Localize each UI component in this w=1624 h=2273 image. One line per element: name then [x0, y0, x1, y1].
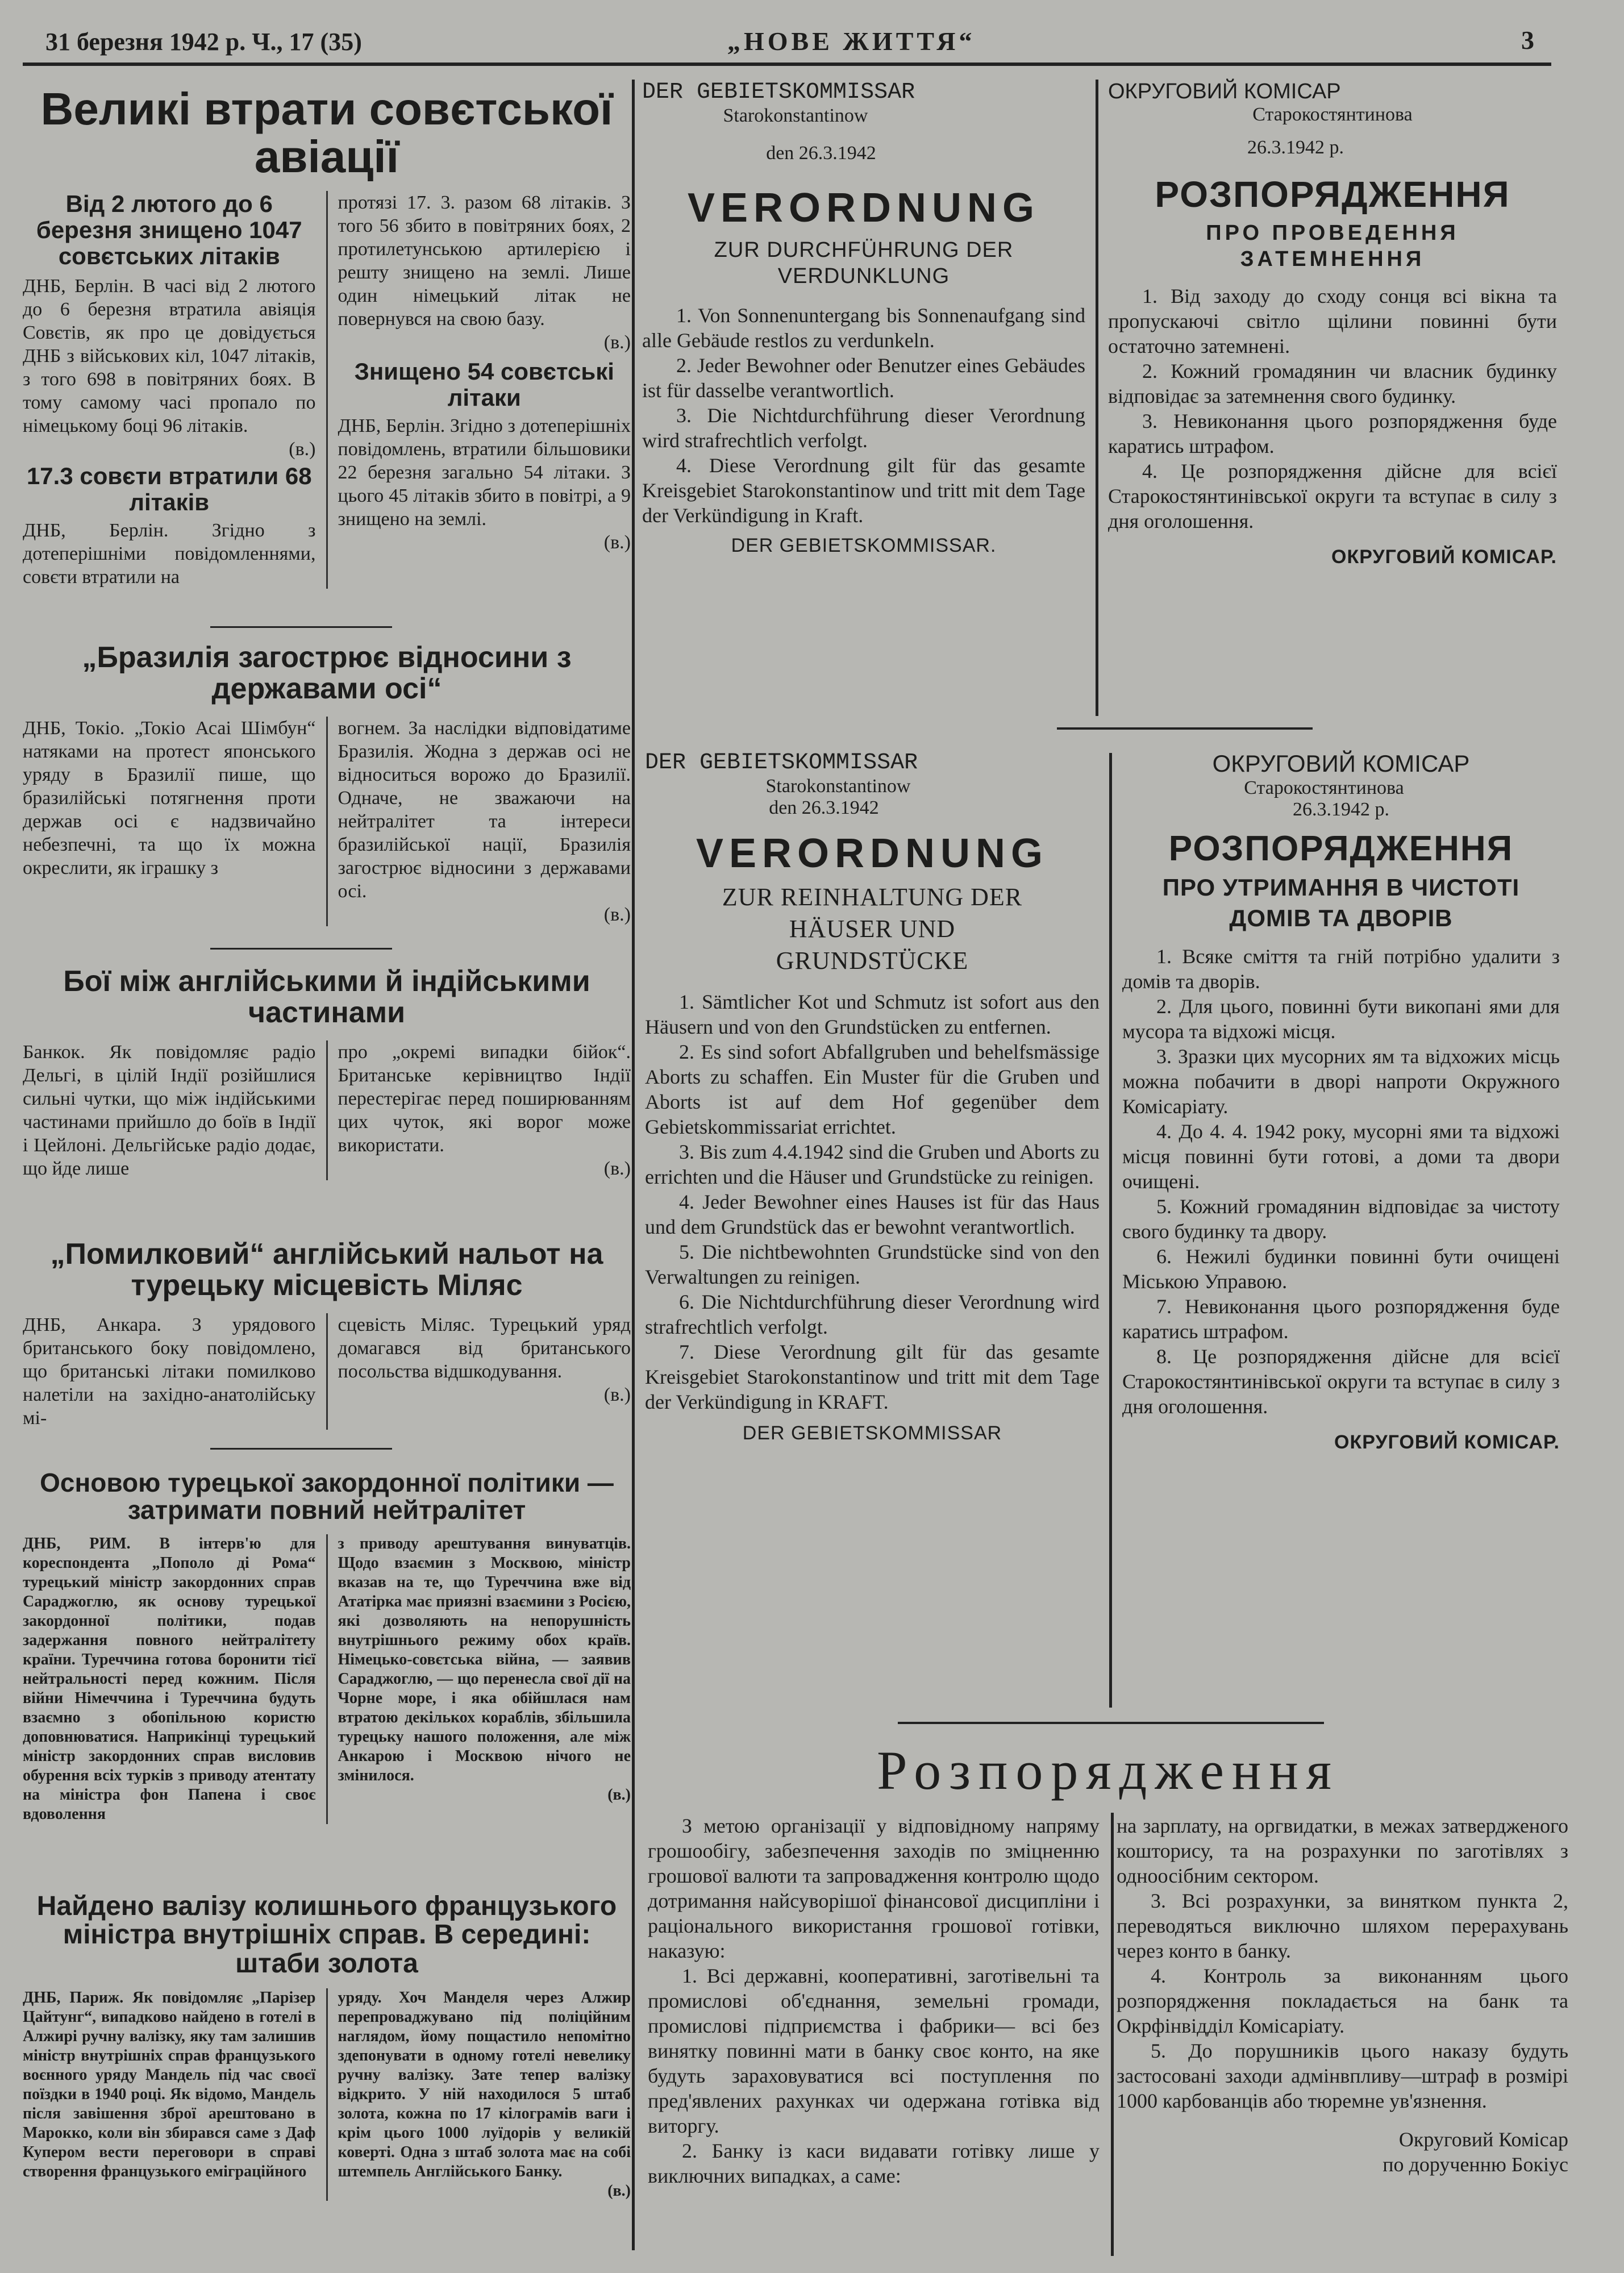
- india-text-a: Банкок. Як повідомляє радіо Дельгі, в цілій Індії розійшлися сильні чутки, що між індійськими частинами прийшло до боїв в Індії і Цейлоні. Дельгійське радіо додає, що йде лише: [23, 1042, 316, 1180]
- order-de-cleaning: [645, 750, 1100, 1444]
- brazil-col-divider: [326, 717, 328, 926]
- uk2-place: Старокостянтинова: [1244, 777, 1404, 798]
- uk2-items: [1122, 944, 1560, 1419]
- de2-item-7: 7. Diese Verordnung gilt für das gesamte Kreisgebiet Starokonstantinow und tritt mit dem Tage der Verkündigung in KRAFT.: [645, 1341, 1100, 1413]
- uk2-item-3: 3. Зразки цих мусорних ям та відхожих місць можна побачити в дворі напроти Окружного Комісаріату.: [1122, 1045, 1560, 1118]
- suitcase-text-b: уряду. Хоч Манделя через Алжир перепроваджувано під поліційним наглядом, йому пощастило непомітно здепонувати в одному готелі невелику ручну валізку. Зате тепер валізку відкрито. У ній находилося 5 штаб золота, кожна по 17 кілограмів ваги і крім цього 1000 луїдорів у великій коверті. Одна з штаб золота має на собі штемпель Англійського Банку.: [338, 1989, 631, 2181]
- de2-item-2: 2. Es sind sofort Abfallgruben und behelfsmässige Aborts zu schaffen. Ein Muster für die Gruben und Aborts ist auf dem Hof gegenüber dem Gebietskommissariat errichtet.: [645, 1040, 1100, 1138]
- de1-subheading: ZUR DURCHFÜHRUNG DER VERDUNKLUNG: [714, 238, 1014, 288]
- article-losses-body: [23, 191, 631, 589]
- article-india-title: Бої між англійськими й індійськими частинами: [63, 965, 590, 1029]
- newspaper-title: „НОВЕ ЖИТТЯ“: [727, 27, 976, 56]
- divider-orders: [1057, 727, 1313, 730]
- de1-place: Starokonstantinow: [723, 105, 868, 126]
- uk1-item-3: 3. Невиконання цього розпорядження буде каратись штрафом.: [1108, 410, 1557, 457]
- uk2-item-8: 8. Це розпорядження дійсне для всієї Старокостянтинівської округи та вступає в силу з дня оголошення.: [1122, 1345, 1560, 1418]
- de1-item-2: 2. Jeder Bewohner oder Benutzer eines Gebäudes ist für dasselbe verantwortlich.: [642, 354, 1085, 402]
- losses-tag-2: (в.): [603, 332, 631, 353]
- masthead: [23, 23, 1551, 66]
- finance-col-left: [648, 1813, 1100, 2188]
- finance-signature-title: Округовий Комісар: [1398, 2128, 1568, 2151]
- article-suitcase-title: Найдено валізу колишнього французького міністра внутрішніх справ. В середині: штаби золота: [36, 1891, 617, 1979]
- de1-office: DER GEBIETSKOMMISSAR: [642, 80, 915, 105]
- suitcase-col-divider: [326, 1988, 328, 2201]
- de2-date: den 26.3.1942: [769, 797, 879, 818]
- turkey-raid-tag: (в.): [603, 1384, 631, 1406]
- article-brazil: [23, 642, 631, 926]
- column-rule-top-right: [1096, 80, 1098, 716]
- de2-place: Starokonstantinow: [765, 776, 911, 797]
- divider-finance: [898, 1722, 1324, 1724]
- de1-item-4: 4. Diese Verordnung gilt für das gesamte Kreisgebiet Starokonstantinow und tritt mit dem Tage der Verkündigung in Kraft.: [642, 454, 1085, 527]
- uk2-subheading: ПРО УТРИМАННЯ В ЧИСТОТІ ДОМІВ ТА ДВОРІВ: [1162, 874, 1520, 931]
- losses-subhead-1: Від 2 лютого до 6 березня знищено 1047 совєтських літаків: [36, 190, 302, 270]
- finance-item-5: 5. До порушників цього наказу будуть застосовані заходи адмінвпливу—штраф в розмірі 1000 карбованців або тюремне ув'язнення.: [1117, 2039, 1568, 2112]
- divider-ornament-3: [210, 1448, 392, 1450]
- article-turkey-raid-title: „Помилковий“ англійський нальот на турецьку місцевість Міляс: [50, 1238, 603, 1302]
- losses-col-divider: [326, 191, 328, 589]
- turkey-policy-tag: (в.): [607, 1785, 631, 1804]
- de1-signature: DER GEBIETSKOMMISSAR.: [731, 535, 997, 556]
- de2-signature: DER GEBIETSKOMMISSAR: [742, 1422, 1002, 1444]
- turkey-raid-col-divider: [326, 1313, 328, 1430]
- uk2-item-2: 2. Для цього, повинні бути викопані ями для мусора та відхожі місця.: [1122, 995, 1560, 1043]
- uk1-items: [1108, 284, 1557, 534]
- article-suitcase: [23, 1892, 631, 2201]
- uk1-heading: РОЗПОРЯДЖЕННЯ: [1155, 174, 1510, 215]
- uk2-item-1: 1. Всяке сміття та гній потрібно удалити з домів та дворів.: [1122, 945, 1560, 993]
- uk2-item-7: 7. Невиконання цього розпорядження буде каратись штрафом.: [1122, 1295, 1560, 1343]
- de1-item-3: 3. Die Nichtdurchführung dieser Verordnung wird strafrechtlich verfolgt.: [642, 404, 1085, 452]
- turkey-raid-text-b: сцевість Міляс. Турецький уряд домагався від британського посольства відшкодування.: [338, 1314, 631, 1383]
- turkey-policy-text-b: з приводу арештування винуватців. Щодо взаємин з Москвою, міністр вказав на те, що Туреччина вже від Ататірка має приязні взаємини з Росією, які дозволяють на непорушність внутрішнього режиму обох країв. Німецько-совєтська війна, — заявив Сараджоглю, — що перенесла свої дії на Чорне море, і яка обійшлася нам втратою декількох кораблів, збільшила турецьку нашого положення, але між Анкарою і Москвою нічого не змінилося.: [338, 1534, 631, 1784]
- de2-heading: VERORDNUNG: [696, 831, 1049, 876]
- page-number: 3: [1521, 26, 1534, 55]
- finance-item-2: 2. Банку із каси видавати готівку лише у виключних випадках, а саме:: [648, 2139, 1100, 2187]
- article-india: [23, 966, 631, 1180]
- de2-item-3: 3. Bis zum 4.4.1942 sind die Gruben und Aborts zu errichten und die Häuser und Grundstücke zu reinigen.: [645, 1140, 1100, 1188]
- article-turkey-policy-title: Основою турецької закордонної політики — затримати повний нейтралітет: [40, 1468, 614, 1525]
- uk1-place: Старокостянтинова: [1252, 104, 1413, 125]
- de2-subheading: ZUR REINHALTUNG DER HÄUSER UND GRUNDSTÜCKE: [722, 883, 1023, 975]
- finance-col-right: [1117, 1813, 1568, 2188]
- finance-item-3: 3. Всі розрахунки, за винятком пункта 2, переводяться виключно шляхом перерахувань через конто в банку.: [1117, 1889, 1568, 1962]
- column-rule-mid-right: [1109, 753, 1112, 1708]
- issue-date: 31 березня 1942 р. Ч., 17 (35): [45, 28, 362, 56]
- finance-signature: [1117, 2127, 1568, 2177]
- uk2-office: ОКРУГОВИЙ КОМІСАР: [1212, 750, 1470, 777]
- de2-office: DER GEBIETSKOMMISSAR: [645, 750, 918, 776]
- finance-text-cont: на зарплату, на оргвидатки, в межах затвердженого кошторису, та на розрахунки по заготівлях з одноосібним сектором.: [1117, 1814, 1568, 1887]
- de2-item-6: 6. Die Nichtdurchführung dieser Verordnung wird strafrechtlich verfolgt.: [645, 1290, 1100, 1338]
- order-de-blackout: [642, 80, 1085, 557]
- losses-text-3: ДНБ, Берлін. Згідно з дотеперішніх повідомлень, втратили більшовики 22 березня загально 54 літаки. З цього 45 літаків збито в повітрі, а 9 знищено на землі.: [338, 415, 631, 530]
- uk2-item-5: 5. Кожний громадянин відповідає за чистоту свого будинку та двору.: [1122, 1195, 1560, 1243]
- losses-tag-1a: (в.): [289, 438, 316, 460]
- article-brazil-title: „Бразилія загострює відносини з державами осі“: [82, 641, 572, 705]
- uk2-item-6: 6. Нежилі будинки повинні бути очищені Міською Управою.: [1122, 1245, 1560, 1293]
- finance-signature-name: по дорученню Бокіус: [1383, 2153, 1568, 2176]
- de1-heading: VERORDNUNG: [687, 185, 1040, 231]
- india-tag: (в.): [603, 1158, 631, 1180]
- column-rule-left: [632, 80, 635, 2250]
- uk2-heading: РОЗПОРЯДЖЕННЯ: [1168, 829, 1514, 868]
- de1-date: den 26.3.1942: [766, 143, 876, 164]
- uk1-date: 26.3.1942 р.: [1247, 137, 1344, 158]
- uk1-item-4: 4. Це розпорядження дійсне для всієї Старокостянтинівської округи та вступає в силу з дня оголошення.: [1108, 460, 1557, 532]
- de1-item-1: 1. Von Sonnenuntergang bis Sonnenaufgang sind alle Gebäude restlos zu verdunkeln.: [642, 304, 1085, 352]
- losses-text-1a: ДНБ, Берлін. В часі від 2 лютого до 6 березня втратила авіяція Совєтів, як про це довідується ДНБ з військових кіл, 1047 літаків, з того 698 в повітряних боях. В тому самому часі пропало по німецькому боці 96 літаків.: [23, 275, 316, 436]
- uk2-item-4: 4. До 4. 4. 1942 року, мусорні ями та відхожі місця повинні бути готові, а доми та двори очищені.: [1122, 1120, 1560, 1193]
- uk1-item-2: 2. Кожний громадянин чи власник будинку відповідає за затемнення свого будинку.: [1108, 360, 1557, 407]
- finance-heading: Розпорядження: [877, 1740, 1339, 1801]
- article-turkey-raid: [23, 1239, 631, 1430]
- suitcase-tag: (в.): [607, 2182, 631, 2200]
- turkey-policy-text-a: ДНБ, РИМ. В інтерв'ю для кореспондента „Пополо ді Рома“ турецький міністр закордонних справ Сараджоглю, як основу турецької закордонної політики, подав задержання повного нейтралітету країни. Туреччина готова боронити тієї нейтральності перед кожним. Після війни Німеччина і Туреччина будуть взаємно з обопільною користю доповнюватися. Наприкінці турецький міністр закордонних справ висловив обурення всіх турків з приводу атентату на міністра фон Папена і своє вдоволення: [23, 1534, 316, 1823]
- brazil-text-b: вогнем. За наслідки відповідатиме Бразилія. Жодна з держав осі не відноситься ворожо до Бразилії. Одначе, не зважаючи на нейтралітет та інтереси бразилійської нації, Бразилія загострює відносини з державами осі.: [338, 718, 631, 902]
- brazil-tag: (в.): [603, 904, 631, 926]
- india-col-divider: [326, 1040, 328, 1180]
- uk1-signature: ОКРУГОВИЙ КОМІСАР.: [1331, 546, 1557, 568]
- order-uk-cleaning: [1122, 750, 1560, 1454]
- divider-ornament-2: [210, 948, 392, 950]
- turkey-raid-text-a: ДНБ, Анкара. З урядового британського боку повідомлено, що британські літаки помилково налетіли на західно-анатолійську мі-: [23, 1314, 316, 1429]
- losses-subhead-3: Знищено 54 совєтські літаки: [354, 358, 614, 411]
- turkey-policy-col-divider: [326, 1534, 328, 1824]
- uk1-subheading: ПРО ПРОВЕДЕННЯ ЗАТЕМНЕННЯ: [1206, 221, 1459, 271]
- divider-ornament-1: [210, 626, 392, 628]
- de1-items: [642, 303, 1085, 528]
- finance-text-intro: З метою організації у відповідному напряму грошообігу, забезпечення заходів по зміцненню грошової валюти та запровадження контролю щодо дотримання найсуворішої фінансової дисципліни і раціонального використання грошової готівки, наказую:: [648, 1814, 1100, 1962]
- order-uk-blackout: [1108, 80, 1557, 568]
- left-column: [23, 85, 631, 589]
- india-text-b: про „окремі випадки бійок“. Британське керівництво Індії перестерігає перед поширюванням цих чуток, які ворог може використати.: [338, 1042, 631, 1156]
- finance-item-1: 1. Всі державні, кооперативні, заготівельні та промислові об'єднання, земельні громади, промислові підприємства і фабрики— всі без винятку повинні мати в банку своє конто, на яке будуть зараховуватися всі поступлення по пред'явлених рахунках чи одержана готівка від виторгу.: [648, 1964, 1100, 2137]
- uk1-item-1: 1. Від заходу до сходу сонця всі вікна та пропускаючі світло щілини повинні бути остаточно затемнені.: [1108, 285, 1557, 357]
- uk1-office: ОКРУГОВИЙ КОМІСАР: [1108, 80, 1341, 103]
- de2-items: [645, 989, 1100, 1414]
- finance-item-4: 4. Контроль за виконанням цього розпорядження покладається на банк та Окрфінвідділ Комісаріату.: [1117, 1964, 1568, 2037]
- article-losses-title: Великі втрати совєтської авіації: [40, 84, 613, 182]
- losses-text-2a: ДНБ, Берлін. Згідно з дотеперішніми повідомленнями, совєти втратили на: [23, 519, 316, 588]
- de2-item-5: 5. Die nichtbewohnten Grundstücke sind von den Verwaltungen zu reinigen.: [645, 1240, 1100, 1288]
- brazil-text-a: ДНБ, Токіо. „Токіо Асаі Шімбун“ натяками на протест японського уряду в Бразилії пише, що бразилійські потягнення проти держав осі є надзвичайно небезпечні, та що їх можна окреслити, як іграшку з: [23, 718, 316, 879]
- article-turkey-policy: [23, 1469, 631, 1824]
- suitcase-text-a: ДНБ, Париж. Як повідомляє „Парізер Цайтунг“, випадково найдено в готелі в Алжирі ручну валізку, яку там залишив міністр внутрішніх справ французького воєнного уряду Мандель під час своєї поїздки в 1940 році. Як відомо, Мандель після завішення зброї арештовано в Марокко, коли він збирався саме з Даф Купером вести переговори в справі створення французького еміграційного: [23, 1989, 316, 2181]
- de2-item-4: 4. Jeder Bewohner eines Hauses ist für das Haus und dem Grundstück das er bewohnt verantwortlich.: [645, 1190, 1100, 1238]
- losses-subhead-2: 17.3 совєти втратили 68 літаків: [26, 462, 312, 515]
- losses-tag-3: (в.): [603, 532, 631, 553]
- uk2-signature: ОКРУГОВИЙ КОМІСАР.: [1334, 1431, 1560, 1453]
- uk2-date: 26.3.1942 р.: [1293, 799, 1389, 820]
- de2-item-1: 1. Sämtlicher Kot und Schmutz ist sofort aus den Häusern und von den Grundstücken zu entfernen.: [645, 990, 1100, 1038]
- losses-text-2b: протязі 17. 3. разом 68 літаків. З того 56 збито в повітряних боях, 2 протилетунською артилерією і решту знищено на землі. Лише один німецький літак не повернувся на свою базу.: [338, 192, 631, 330]
- order-finance: [648, 1739, 1568, 2188]
